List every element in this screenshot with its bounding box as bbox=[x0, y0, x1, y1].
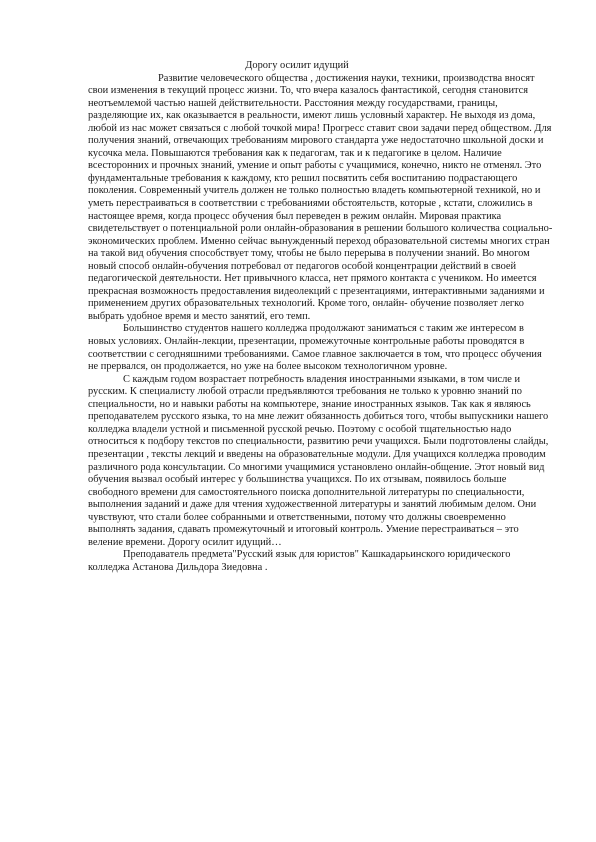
paragraph-intro: Развитие человеческого общества , достижения науки, техники, производства вносят свои изменения в текущий процесс жизни. То, что вчера казалось фантастикой, сегодня становится неотъемлемой частью нашей действительности. Расстояния между государствами, границы, разделяющие их, как оказывается в реальности, имеют лишь условный характер. Не выходя из дома, любой из нас может связаться с любой точкой мира! Прогресс ставит свои задачи перед обществом. Для получения знаний, отвечающих требованиям мирового стандарта уже недостаточно школьной доски и кусочка мела. Повышаются требования как к педагогам, так и к педагогике в целом. Наличие всесторонних и прочных знаний, умение и опыт работы с учащимися, конечно, никто не отменял. Это фундаментальные требования к каждому, кто решил посвятить себя воспитанию подрастающего поколения. Современный учитель должен не только полностью владеть компьютерной техникой, но и уметь перестраиваться в соответствии с требованиями обстоятельств, которые , кстати, сложились в настоящее время, когда процесс обучения был переведен в режим онлайн. Мировая практика свидетельствует о потенциальной роли онлайн-образования в решении большого количества социально-экономических проблем. Именно сейчас вынужденный переход образовательной системы многих стран на такой вид обучения способствует тому, чтобы не было перерыва в получении знаний. Во многом новый способ онлайн-обучения потребовал от педагогов особой концентрации действий в своей педагогической деятельности. Нет привычного класса, нет прямого контакта с учеником. Но имеется прекрасная возможность предоставления видеолекций с презентациями, интерактивными заданиями и применением других образовательных технологий. Кроме того, онлайн- обучение позволяет легко выбрать удобное время и место занятий, его темп. bbox=[88, 72, 553, 322]
paragraph-signature: Преподаватель предмета"Русский язык для юристов" Кашкадарьинского юридического колледжа Астанова Дильдора Зиедовна . bbox=[88, 549, 511, 573]
document-page bbox=[88, 60, 554, 574]
paragraph-languages: С каждым годом возрастает потребность владения иностранными языками, в том числе и русским. К специалисту любой отрасли предъявляются требования не только к уровню знаний по специальности, но и навыки работы на компьютере, знание иностранных языков. Так как я являюсь преподавателем русского языка, то на мне лежит обязанность добиться того, чтобы выпускники нашего колледжа владели устной и письменной русской речью. Поэтому с особой тщательностью надо относиться к подбору текстов по специальности, развитию речи учащихся. Были подготовлены слайды, презентации , тексты лекций и введены на образовательные модули. Для учащихся колледжа проводим различного рода консультации. Со многими учащимися установлено онлайн-общение. Этот новый вид обучения вызвал особый интерес у большинства учащихся. По их отзывам, появилось больше свободного времени для самостоятельного поиска дополнительной литературы по специальности, выполнения заданий и даже для чтения художественной литературы и занятий любимым делом. Они чувствуют, что стали более собранными и ответственными, потому что должны своевременно выполнять задания, сдавать промежуточный и итоговый контроль. Умение перестраиваться – это веление времени. Дорогу осилит идущий… bbox=[88, 373, 549, 548]
paragraph-students: Большинство студентов нашего колледжа продолжают заниматься с таким же интересом в новых условиях. Онлайн-лекции, презентации, промежуточные контрольные работы проводятся в соответствии с сегодняшними требованиями. Самое главное заключается в том, что процесс обучения не прервался, он продолжается, но уже на более высоком технологичном уровне. bbox=[88, 323, 542, 373]
document-title: Дорогу осилит идущий bbox=[245, 60, 349, 71]
